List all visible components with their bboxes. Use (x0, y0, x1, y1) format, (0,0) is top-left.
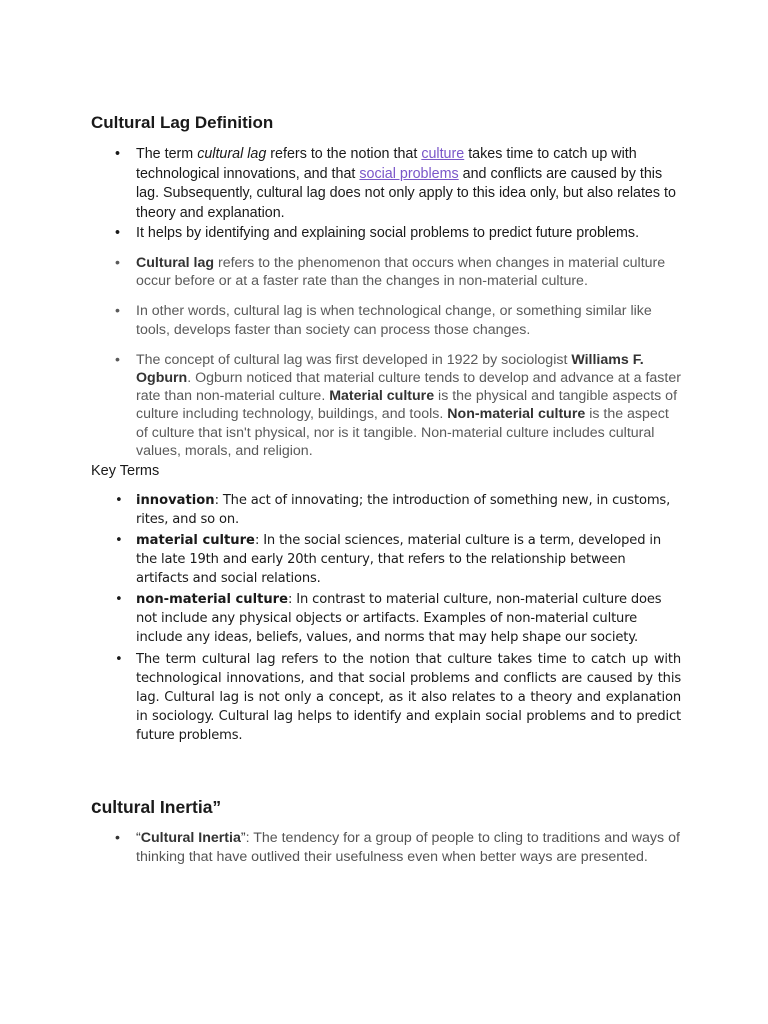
text: takes time to catch up with technological innovations, and that (136, 146, 637, 182)
text: : In the social sciences, material culture is a term, developed in the late 19th and early 20th century, that refers to the relationship between artifacts and social relations. (136, 533, 662, 586)
text: . Ogburn noticed that material culture tends to develop and advance at a faster rate than non-material culture. (136, 370, 681, 405)
social-problems-link[interactable]: social problems (359, 165, 459, 182)
list-item (91, 351, 681, 460)
title-rest: ultural Inertia” (101, 797, 222, 817)
text: : In contrast to material culture, non-material culture does not include any physical objects or artifacts. Examples of non-material culture include any ideas, beliefs, values, and norms that may help shape our society. (136, 592, 662, 645)
bold-term: non-material culture (136, 592, 289, 607)
key-terms-heading: Key Terms (91, 463, 160, 479)
phenomenon-list (91, 254, 681, 460)
list-item (91, 829, 681, 868)
bold-term: Cultural lag (136, 255, 215, 271)
text: The term (136, 146, 198, 162)
section-title-cultural-inertia (91, 797, 221, 819)
bold-term: Williams F. Ogburn (136, 351, 644, 387)
bold-term: material culture (136, 533, 255, 548)
bold-term: Non-material culture (447, 406, 586, 423)
definition-list (91, 145, 681, 244)
text: : The tendency for a group of people to cling to traditions and ways of thinking that have outlived their usefulness even when better ways are presented. (136, 830, 680, 866)
list-item (91, 254, 681, 290)
text: and conflicts are caused by this lag. Subsequently, cultural lag does not only apply to this idea only, but also relates to theory and explanation. (136, 165, 676, 221)
key-terms-list (91, 491, 681, 745)
italic-term: cultural lag (197, 146, 267, 162)
list-item (91, 145, 681, 223)
bold-term: innovation (136, 493, 215, 508)
section-title-cultural-lag: Cultural Lag Definition (91, 113, 274, 132)
text: : The act of innovating; the introduction of something new, in customs, rites, and so on. (136, 493, 671, 527)
open-quote: “ (136, 830, 141, 846)
bold-term: Cultural Inertia (140, 830, 241, 846)
inertia-list (91, 829, 681, 868)
text: is the physical and tangible aspects of culture including technology, buildings, and tools. (136, 388, 678, 423)
list-item (91, 531, 681, 588)
list-item: • It helps by identifying and explaining social problems to predict future problems. (91, 224, 681, 244)
list-item: • In other words, cultural lag is when technological change, or something similar like tools, develops faster than society can process those changes. (91, 302, 681, 338)
list-item (91, 590, 681, 647)
list-item: • The term cultural lag refers to the notion that culture takes time to catch up with technological innovations, and that social problems and conflicts are caused by this lag. Cultural lag is not only a concept, as it also relates to a theory and explanation in sociology. Cultural lag helps to identify and explain social problems and to predict future problems. (91, 650, 681, 745)
text: is the aspect of culture that isn't physical, nor is it tangible. Non-material culture includes cultural values, morals, and religion. (136, 406, 669, 459)
text: refers to the notion that (266, 146, 422, 162)
text: refers to the phenomenon that occurs when changes in material culture occur before or at a faster rate than the changes in non-material culture. (136, 255, 666, 290)
list-item (91, 491, 681, 529)
title-first-letter: c (91, 797, 102, 818)
bold-term: Material culture (329, 388, 435, 405)
text: The concept of cultural lag was first developed in 1922 by sociologist (136, 351, 572, 368)
close-quote: ” (240, 830, 246, 846)
culture-link[interactable]: culture (421, 146, 465, 162)
